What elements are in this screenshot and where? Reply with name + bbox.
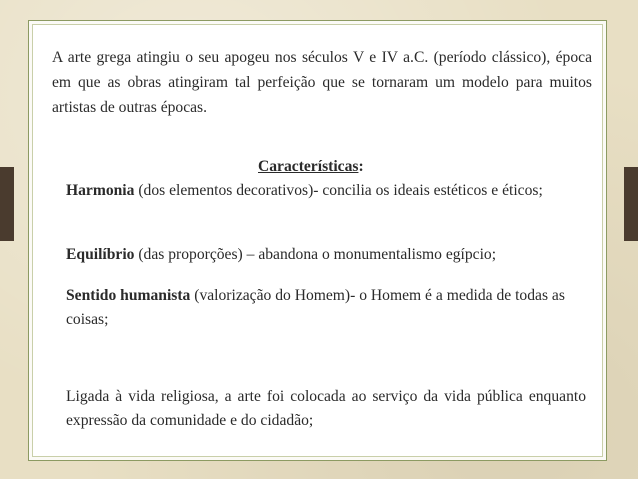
characteristic-term: Harmonia [66,182,135,199]
closing-paragraph: Ligada à vida religiosa, a arte foi colocada ao serviço da vida pública enquanto expressão da comunidade e do cidadão; [66,388,586,429]
characteristic-description: (das proporções) – abandona o monumentalismo egípcio; [134,246,497,263]
characteristic-description: (dos elementos decorativos)- concilia os ideais estéticos e éticos; [134,182,543,199]
characteristic-term: Equilíbrio [66,246,135,263]
characteristics-heading [258,156,364,178]
characteristics-heading-title: Características [258,158,359,175]
characteristic-term: Sentido humanista [66,287,191,304]
characteristic-harmonia [66,179,586,203]
characteristic-sentido-humanista [66,284,586,332]
intro-paragraph: A arte grega atingiu o seu apogeu nos séculos V e IV a.C. (período clássico), época em que as obras atingiram tal perfeição que se tornaram um modelo para muitos artistas de outras épocas. [52,49,592,116]
characteristics-heading-colon: : [358,158,364,175]
characteristic-equilibrio [66,243,596,267]
right-decorative-tab [624,167,638,241]
left-decorative-tab [0,167,14,241]
characteristic-description: (valorização do Homem)- o Homem é a medida de todas as coisas; [66,287,565,328]
